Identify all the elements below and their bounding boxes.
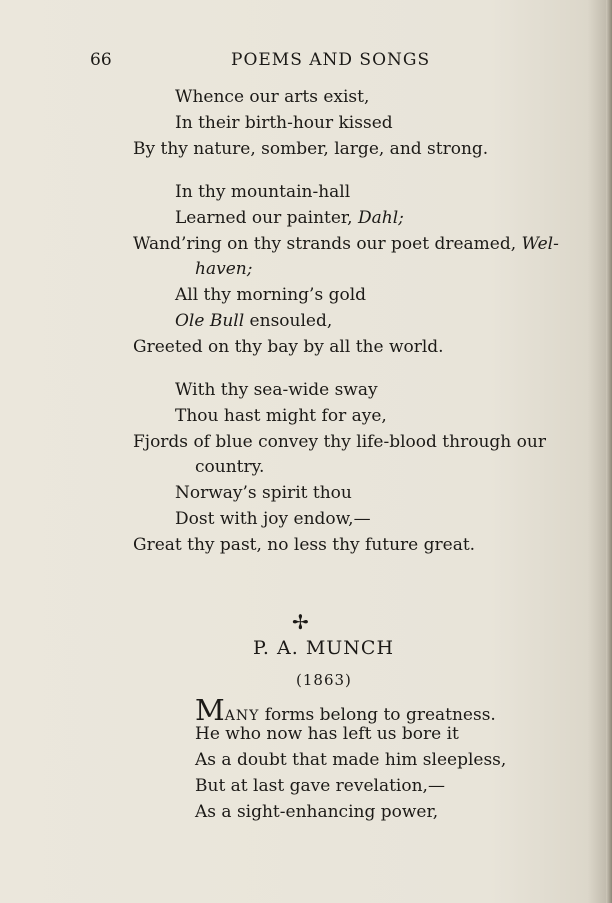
name-ole-bull: Ole Bull bbox=[175, 311, 245, 331]
verse-line: Learned our painter, Dahl; bbox=[175, 208, 404, 228]
verse-line: Greeted on thy bay by all the world. bbox=[133, 337, 444, 357]
verse-line: Dost with joy endow,— bbox=[175, 509, 371, 529]
verse-line-continuation: haven; bbox=[195, 259, 253, 279]
verse-line: In thy mountain-hall bbox=[175, 182, 351, 202]
verse-line: Thou hast might for aye, bbox=[175, 406, 387, 426]
name-dahl: Dahl; bbox=[357, 208, 404, 228]
verse-line: Fjords of blue convey thy life-blood through our bbox=[133, 432, 546, 452]
verse-line: All thy morning’s gold bbox=[175, 285, 367, 305]
verse-line-first: MANY forms belong to greatness. bbox=[195, 693, 496, 727]
verse-line: Wand’ring on thy strands our poet dreamed, Wel- bbox=[133, 234, 559, 254]
verse-line: Norway’s spirit thou bbox=[175, 483, 352, 503]
verse-line: As a sight-enhancing power, bbox=[195, 802, 439, 822]
verse-line: In their birth-hour kissed bbox=[175, 113, 393, 133]
cross-ornament-icon: ✢ bbox=[292, 610, 309, 634]
verse-line: With thy sea-wide sway bbox=[175, 380, 378, 400]
page-edge bbox=[606, 0, 612, 903]
verse-line: Ole Bull ensouled, bbox=[175, 311, 333, 331]
verse-line: He who now has left us bore it bbox=[195, 724, 459, 744]
verse-line: Whence our arts exist, bbox=[175, 87, 370, 107]
verse-line: By thy nature, somber, large, and strong. bbox=[133, 139, 489, 159]
name-welhaven: Wel- bbox=[521, 234, 559, 254]
page-number: 66 bbox=[90, 50, 112, 70]
running-title: POEMS AND SONGS bbox=[231, 50, 431, 70]
verse-line: Great thy past, no less thy future great. bbox=[133, 535, 476, 555]
poem-year: (1863) bbox=[296, 671, 352, 689]
poem-title: P. A. MUNCH bbox=[253, 637, 395, 659]
verse-line: But at last gave revelation,— bbox=[195, 776, 445, 796]
drop-cap: M bbox=[195, 693, 225, 727]
verse-line-continuation: country. bbox=[195, 457, 265, 477]
verse-line: As a doubt that made him sleepless, bbox=[195, 750, 507, 770]
